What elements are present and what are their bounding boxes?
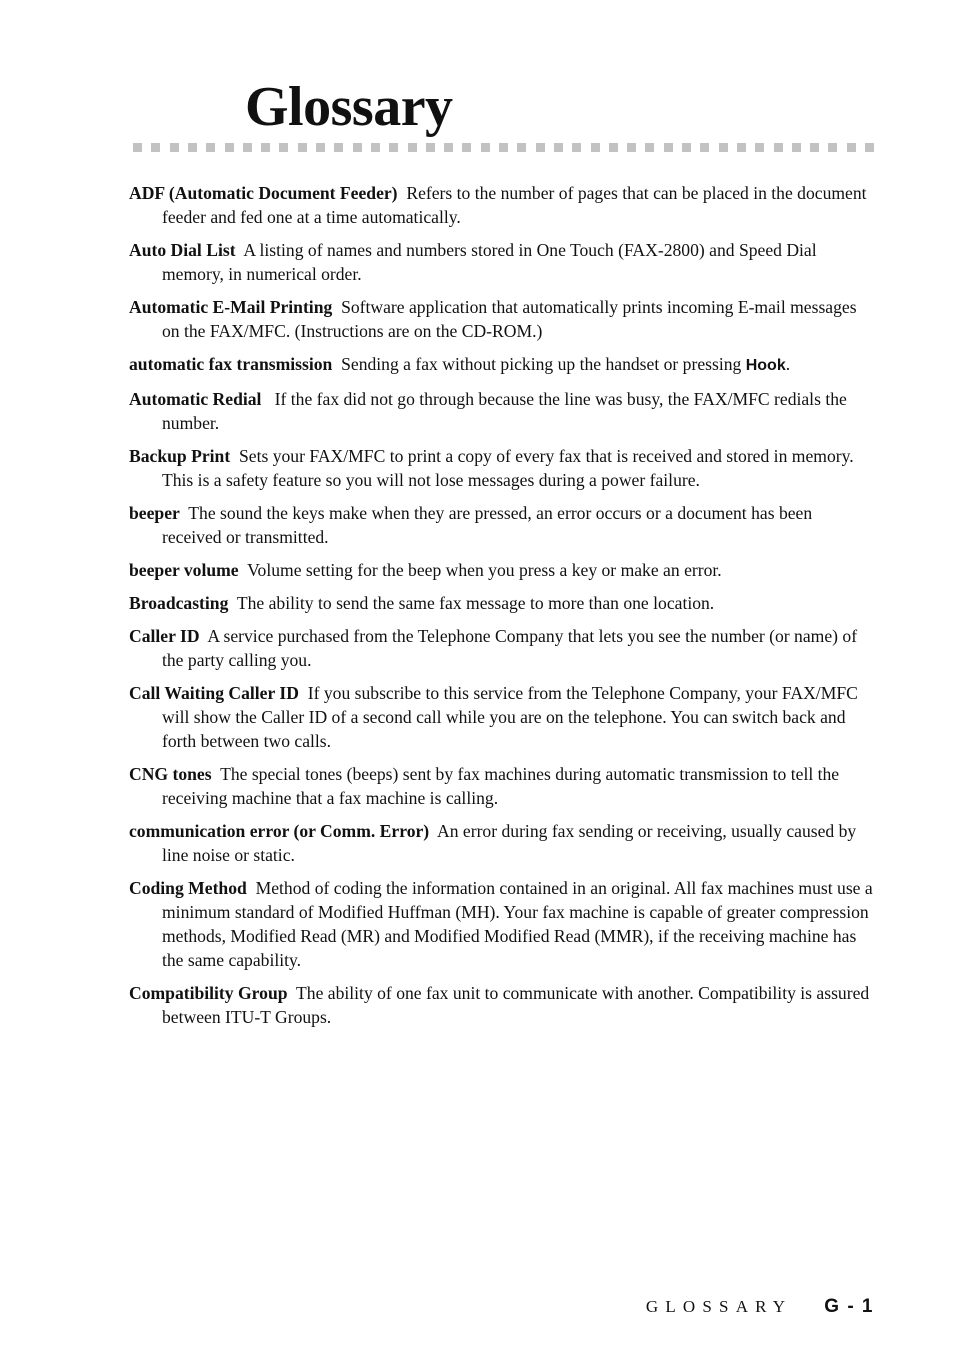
page-number: G - 1 [824, 1296, 874, 1317]
glossary-entry [129, 501, 874, 549]
divider-dot [536, 143, 545, 152]
divider-dot [426, 143, 435, 152]
glossary-term: CNG tones [129, 764, 212, 784]
divider-dot [737, 143, 746, 152]
divider-dot [151, 143, 160, 152]
glossary-definition: A listing of names and numbers stored in One Touch (FAX-2800) and Speed Dial memory, in numerical order. [162, 240, 817, 284]
glossary-definition: The ability of one fax unit to communicate with another. Compatibility is assured between ITU-T Groups. [162, 983, 870, 1027]
divider-dot [462, 143, 471, 152]
divider-dot [170, 143, 179, 152]
glossary-entry [129, 558, 874, 582]
divider-dot [298, 143, 307, 152]
glossary-entry [129, 681, 874, 753]
page-footer [646, 1296, 874, 1318]
glossary-definition: If the fax did not go through because the line was busy, the FAX/MFC redials the number. [162, 389, 847, 433]
divider-dot [517, 143, 526, 152]
glossary-definition-end: . [785, 354, 791, 374]
footer-section-label: GLOSSARY [645, 1297, 793, 1316]
glossary-term: Caller ID [129, 626, 200, 646]
glossary-entry [129, 876, 874, 972]
divider-dot [408, 143, 417, 152]
divider-dot [810, 143, 819, 152]
glossary-term: beeper [129, 503, 180, 523]
divider-dot [828, 143, 837, 152]
divider-dot [334, 143, 343, 152]
divider-dot [755, 143, 764, 152]
divider-dot [243, 143, 252, 152]
divider-dot [554, 143, 563, 152]
divider-dot [261, 143, 270, 152]
divider-dot [316, 143, 325, 152]
glossary-entry [129, 238, 874, 286]
glossary-term: Coding Method [129, 878, 247, 898]
divider-dot [353, 143, 362, 152]
dotted-divider [133, 143, 873, 152]
glossary-definition: The special tones (beeps) sent by fax machines during automatic transmission to tell the receiving machine that a fax machine is calling. [162, 764, 840, 808]
divider-dot [847, 143, 856, 152]
glossary-entry [129, 819, 874, 867]
divider-dot [279, 143, 288, 152]
glossary-term: beeper volume [129, 560, 239, 580]
divider-dot [572, 143, 581, 152]
divider-dot [609, 143, 618, 152]
glossary-term: Automatic Redial [129, 389, 262, 409]
glossary-definition: If you subscribe to this service from the Telephone Company, your FAX/MFC will show the Caller ID of a second call while you are on the telephone. You can switch back and forth between two calls. [162, 683, 858, 751]
glossary-entry [129, 444, 874, 492]
glossary-term: Backup Print [129, 446, 231, 466]
divider-dot [719, 143, 728, 152]
glossary-definition: Method of coding the information contained in an original. All fax machines must use a minimum standard of Modified Huffman (MH). Your fax machine is capable of greater compression methods, Modified Read (MR) and Modified Modified Read (MMR), if the receiving machine has the same capability. [162, 878, 873, 970]
glossary-definition: Sets your FAX/MFC to print a copy of every fax that is received and stored in memory. This is a safety feature so you will not lose messages during a power failure. [162, 446, 854, 490]
divider-dot [682, 143, 691, 152]
divider-dot [444, 143, 453, 152]
divider-dot [865, 143, 874, 152]
glossary-term: Compatibility Group [129, 983, 288, 1003]
glossary-entry [129, 295, 874, 343]
divider-dot [225, 143, 234, 152]
glossary-term: automatic fax transmission [129, 354, 333, 374]
glossary-definition: Volume setting for the beep when you press a key or make an error. [247, 560, 722, 580]
glossary-term: ADF (Automatic Document Feeder) [129, 183, 398, 203]
glossary-entry [129, 181, 874, 229]
divider-dot [499, 143, 508, 152]
glossary-definition: Refers to the number of pages that can be placed in the document feeder and fed one at a time automatically. [162, 183, 867, 227]
glossary-list [129, 181, 874, 1038]
page-title: Glossary [245, 76, 453, 138]
divider-dot [627, 143, 636, 152]
divider-dot [774, 143, 783, 152]
divider-dot [371, 143, 380, 152]
glossary-term: Call Waiting Caller ID [129, 683, 299, 703]
hook-key-label: Hook [745, 357, 786, 374]
divider-dot [481, 143, 490, 152]
glossary-entry [129, 591, 874, 615]
glossary-definition: An error during fax sending or receiving, usually caused by line noise or static. [162, 821, 857, 865]
glossary-term: Broadcasting [129, 593, 229, 613]
divider-dot [389, 143, 398, 152]
glossary-term: Automatic E-Mail Printing [129, 297, 333, 317]
divider-dot [206, 143, 215, 152]
glossary-entry [129, 352, 874, 378]
glossary-definition: A service purchased from the Telephone Company that lets you see the number (or name) of the party calling you. [162, 626, 858, 670]
divider-dot [591, 143, 600, 152]
glossary-definition: The ability to send the same fax message to more than one location. [236, 593, 715, 613]
glossary-entry [129, 762, 874, 810]
glossary-definition: The sound the keys make when they are pressed, an error occurs or a document has been received or transmitted. [162, 503, 813, 547]
glossary-definition: Sending a fax without picking up the handset or pressing [341, 354, 742, 374]
divider-dot [188, 143, 197, 152]
glossary-entry [129, 387, 874, 435]
divider-dot [664, 143, 673, 152]
divider-dot [133, 143, 142, 152]
divider-dot [645, 143, 654, 152]
divider-dot [792, 143, 801, 152]
glossary-term: Auto Dial List [129, 240, 236, 260]
glossary-entry [129, 981, 874, 1029]
glossary-entry [129, 624, 874, 672]
glossary-term: communication error (or Comm. Error) [129, 821, 430, 841]
glossary-definition: Software application that automatically prints incoming E-mail messages on the FAX/MFC. (Instructions are on the CD-ROM.) [162, 297, 857, 341]
divider-dot [700, 143, 709, 152]
